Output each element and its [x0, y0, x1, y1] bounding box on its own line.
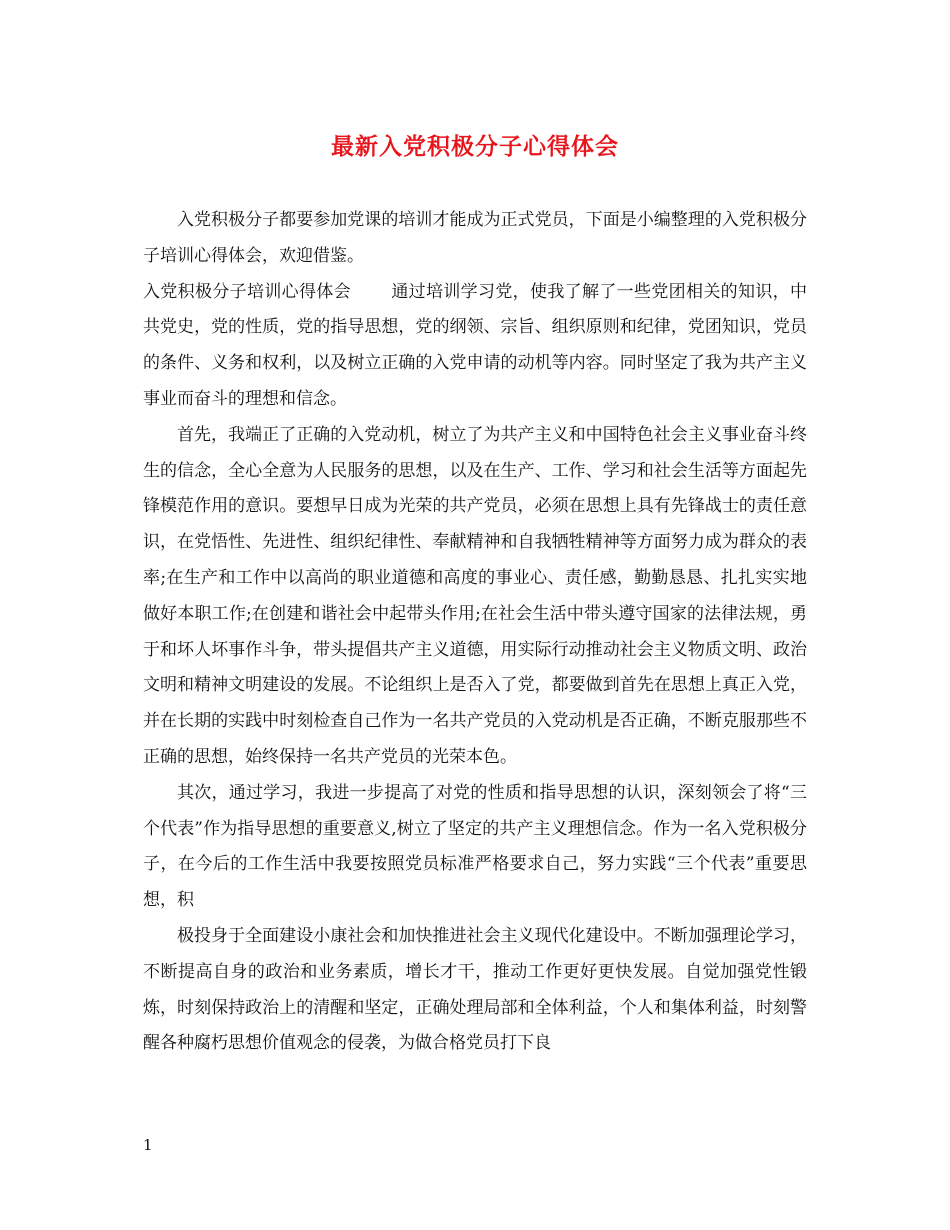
body-paragraph-second: 其次，通过学习，我进一步提高了对党的性质和指导思想的认识，深刻领会了将“三个代表”作为指导思想的重要意义,树立了坚定的共产主义理想信念。作为一名入党积极分子，在今后的工作生活中我要按照党员标准严格要求自己，努力实践“三个代表”重要思想，积 [143, 782, 807, 911]
section-paragraph [143, 275, 807, 418]
body-paragraph-third: 极投身于全面建设小康社会和加快推进社会主义现代化建设中。不断加强理论学习，不断提高自身的政治和业务素质，增长才干，推动工作更好更快发展。自觉加强党性锻炼，时刻保持政治上的清醒和坚定，正确处理局部和全体利益，个人和集体利益，时刻警醒各种腐朽思想价值观念的侵袭，为做合格党员打下良 [143, 925, 807, 1054]
document-body [143, 203, 807, 1062]
body-paragraph-first: 首先，我端正了正确的入党动机，树立了为共产主义和中国特色社会主义事业奋斗终生的信念，全心全意为人民服务的思想，以及在生产、工作、学习和社会生活等方面起先锋模范作用的意识。要想早日成为光荣的共产党员，必须在思想上具有先锋战士的责任意识，在党悟性、先进性、组织纪律性、奉献精神和自我牺牲精神等方面努力成为群众的表率;在生产和工作中以高尚的职业道德和高度的事业心、责任感，勤勤恳恳、扎扎实实地做好本职工作;在创建和谐社会中起带头作用;在社会生活中带头遵守国家的法律法规，勇于和坏人坏事作斗争，带头提倡共产主义道德，用实际行动推动社会主义物质文明、政治文明和精神文明建设的发展。不论组织上是否入了党，都要做到首先在思想上真正入党，并在长期的实践中时刻检查自己作为一名共产党员的入党动机是否正确，不断克服那些不正确的思想，始终保持一名共产党员的光荣本色。 [143, 424, 807, 767]
page-number: 1 [143, 1136, 153, 1154]
intro-paragraph: 入党积极分子都要参加党课的培训才能成为正式党员，下面是小编整理的入党积极分子培训心得体会，欢迎借鉴。 [143, 210, 807, 266]
section-heading: 入党积极分子培训心得体会 [143, 281, 351, 302]
section-lead-text: 通过培训学习党，使我了解了一些党团相关的知识，中共党史，党的性质，党的指导思想，党的纲领、宗旨、组织原则和纪律，党团知识，党员的条件、义务和权利，以及树立正确的入党申请的动机等内容。同时坚定了我为共产主义事业而奋斗的理想和信念。 [143, 281, 807, 409]
document-title: 最新入党积极分子心得体会 [331, 133, 619, 160]
